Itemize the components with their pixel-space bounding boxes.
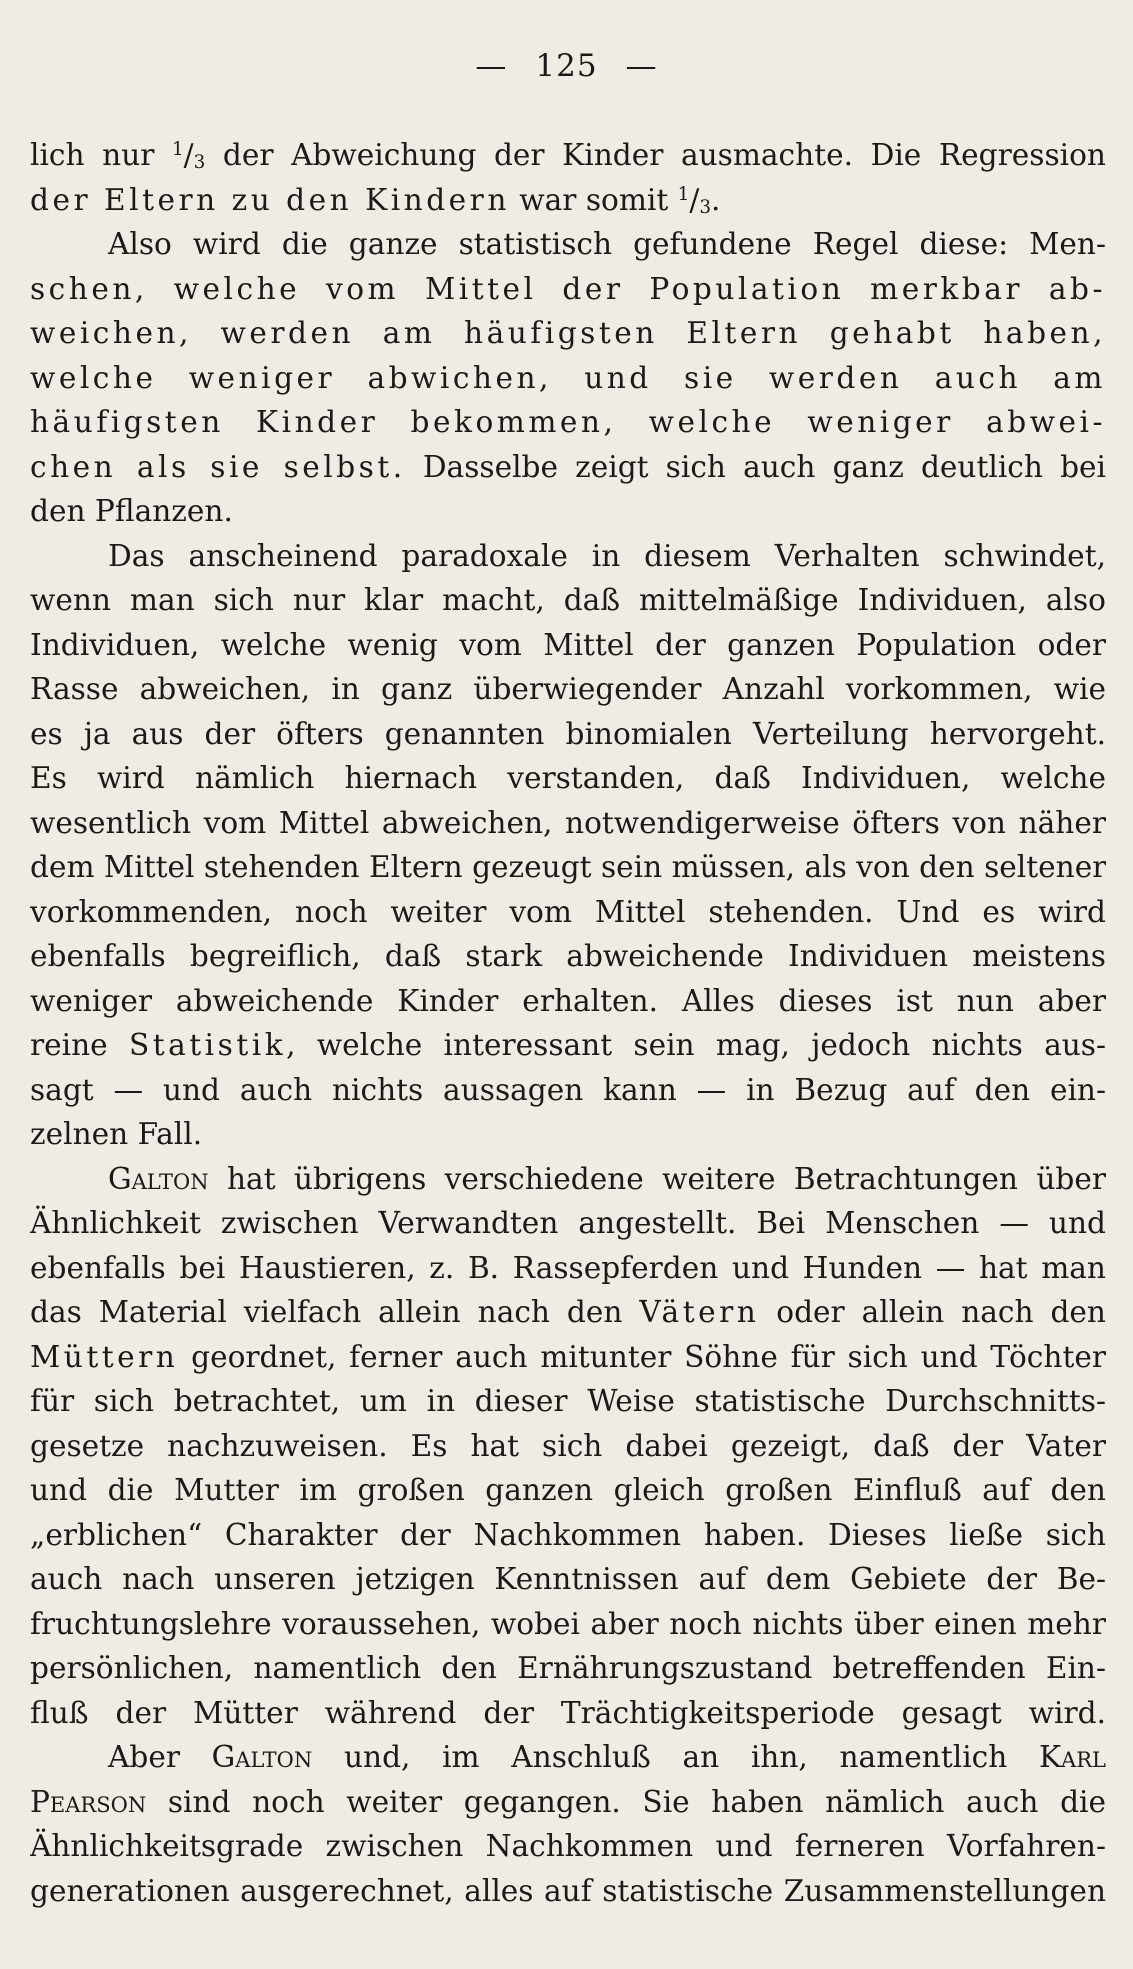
text-line: fruchtungslehre voraussehen, wobei aber noch nichts über einen mehr	[30, 1606, 1106, 1641]
paragraph	[30, 222, 1106, 534]
text-line: weichen, werden am häufigsten Eltern gehabt haben,	[30, 316, 1106, 350]
text-line: weniger abweichende Kinder erhalten. Alles dieses ist nun aber	[30, 983, 1106, 1018]
spaced-emphasis: Müttern	[30, 1339, 179, 1374]
text-line: Das anscheinend paradoxale in diesem Verhalten schwindet,	[108, 538, 1106, 573]
spaced-emphasis: Statistik	[128, 1028, 287, 1062]
text-line: ebenfalls bei Haustieren, z. B. Rassepferden und Hunden — hat man	[30, 1250, 1106, 1285]
small-caps-name: Galton	[211, 1740, 313, 1774]
text-line: und die Mutter im großen ganzen gleich großen Einfluß auf den	[30, 1473, 1106, 1507]
header-dash-right: —	[625, 48, 658, 84]
text-line: Ähnlichkeit zwischen Verwandten angestellt. Bei Menschen — und	[30, 1206, 1106, 1240]
body-text	[30, 133, 1106, 1913]
text-line: reine Statistik, welche interessant sein mag, jedoch nichts aus-	[30, 1028, 1106, 1062]
text-line: persönlichen, namentlich den Ernährungszustand betreffenden Ein-	[30, 1651, 1106, 1685]
text-line: Rasse abweichen, in ganz überwiegender Anzahl vorkommen, wie	[30, 672, 1106, 706]
text-line: wenn man sich nur klar macht, daß mittelmäßige Individuen, also	[30, 583, 1106, 617]
text-line: Also wird die ganze statistisch gefundene Regel diese: Men-	[108, 227, 1106, 261]
text-line: gesetze nachzuweisen. Es hat sich dabei gezeigt, daß der Vater	[30, 1428, 1106, 1463]
text-line: chen als sie selbst. Dasselbe zeigt sich auch ganz deutlich bei	[30, 449, 1106, 484]
small-caps-name: Karl	[1038, 1740, 1106, 1774]
text-line: das Material vielfach allein nach den Vätern oder allein nach den	[30, 1295, 1106, 1329]
header-dash-left: —	[475, 48, 508, 84]
fraction-numerator: 1	[171, 138, 184, 160]
text-line: Individuen, welche wenig vom Mittel der ganzen Population oder	[30, 627, 1106, 662]
text-line: Aber Galton und, im Anschluß an ihn, namentlich Karl	[108, 1740, 1106, 1774]
fraction-numerator: 1	[677, 183, 690, 205]
page-header	[0, 48, 1133, 84]
paragraph	[30, 1157, 1106, 1736]
text-line: Müttern geordnet, ferner auch mitunter Söhne für sich und Töchter	[30, 1339, 1106, 1374]
small-caps-name: Pearson	[30, 1784, 147, 1819]
text-line: Galton hat übrigens verschiedene weitere Betrachtungen über	[108, 1161, 1106, 1196]
spaced-emphasis: chen als sie selbst.	[30, 449, 406, 484]
text-line: fluß der Mütter während der Trächtigkeitsperiode gesagt wird.	[30, 1695, 1106, 1730]
paragraph	[30, 133, 1106, 222]
text-line: häufigsten Kinder bekommen, welche weniger abwei-	[30, 405, 1106, 439]
text-line: auch nach unseren jetzigen Kenntnissen auf dem Gebiete der Be-	[30, 1562, 1106, 1596]
fraction-denominator: 3	[699, 196, 711, 218]
text-line: vorkommenden, noch weiter vom Mittel stehenden. Und es wird	[30, 894, 1106, 929]
paragraph	[30, 534, 1106, 1157]
text-line: ebenfalls begreiflich, daß stark abweichende Individuen meistens	[30, 939, 1106, 973]
text-line: Pearson sind noch weiter gegangen. Sie haben nämlich auch die	[30, 1784, 1106, 1819]
spaced-emphasis: Vätern	[639, 1295, 760, 1329]
text-line: Es wird nämlich hiernach verstanden, daß Individuen, welche	[30, 761, 1106, 795]
paragraph	[30, 1735, 1106, 1913]
text-line: welche weniger abwichen, und sie werden auch am	[30, 360, 1106, 395]
text-line: lich nur $^1/_3$ der Abweichung der Kinder ausmachte. Die Regression	[30, 138, 1106, 173]
text-line: den Pflanzen.	[30, 494, 233, 528]
text-line: „erblichen“ Charakter der Nachkommen haben. Dieses ließe sich	[30, 1517, 1106, 1552]
text-line: dem Mittel stehenden Eltern gezeugt sein müssen, als von den seltener	[30, 850, 1106, 884]
text-line: es ja aus der öfters genannten binomialen Verteilung hervorgeht.	[30, 716, 1106, 751]
text-line: für sich betrachtet, um in dieser Weise statistische Durchschnitts-	[30, 1384, 1106, 1418]
text-line: sagt — und auch nichts aussagen kann — in Bezug auf den ein-	[30, 1072, 1106, 1107]
text-line: der Eltern zu den Kindern war somit $^1/_3$.	[30, 182, 721, 218]
text-line: Ähnlichkeitsgrade zwischen Nachkommen und ferneren Vorfahren-	[30, 1829, 1106, 1863]
text-line: schen, welche vom Mittel der Population merkbar ab-	[30, 271, 1106, 306]
fraction-denominator: 3	[193, 151, 206, 173]
spaced-emphasis: der Eltern zu den Kindern	[30, 182, 510, 217]
small-caps-name: Galton	[108, 1161, 209, 1196]
text-line: zelnen Fall.	[30, 1117, 203, 1151]
fraction-slash: /	[183, 138, 194, 172]
text-line: wesentlich vom Mittel abweichen, notwendigerweise öfters von näher	[30, 805, 1106, 840]
text-line: generationen ausgerechnet, alles auf statistische Zusammenstellungen	[30, 1873, 1106, 1908]
page-number: 125	[535, 48, 598, 84]
fraction-slash: /	[689, 182, 700, 217]
